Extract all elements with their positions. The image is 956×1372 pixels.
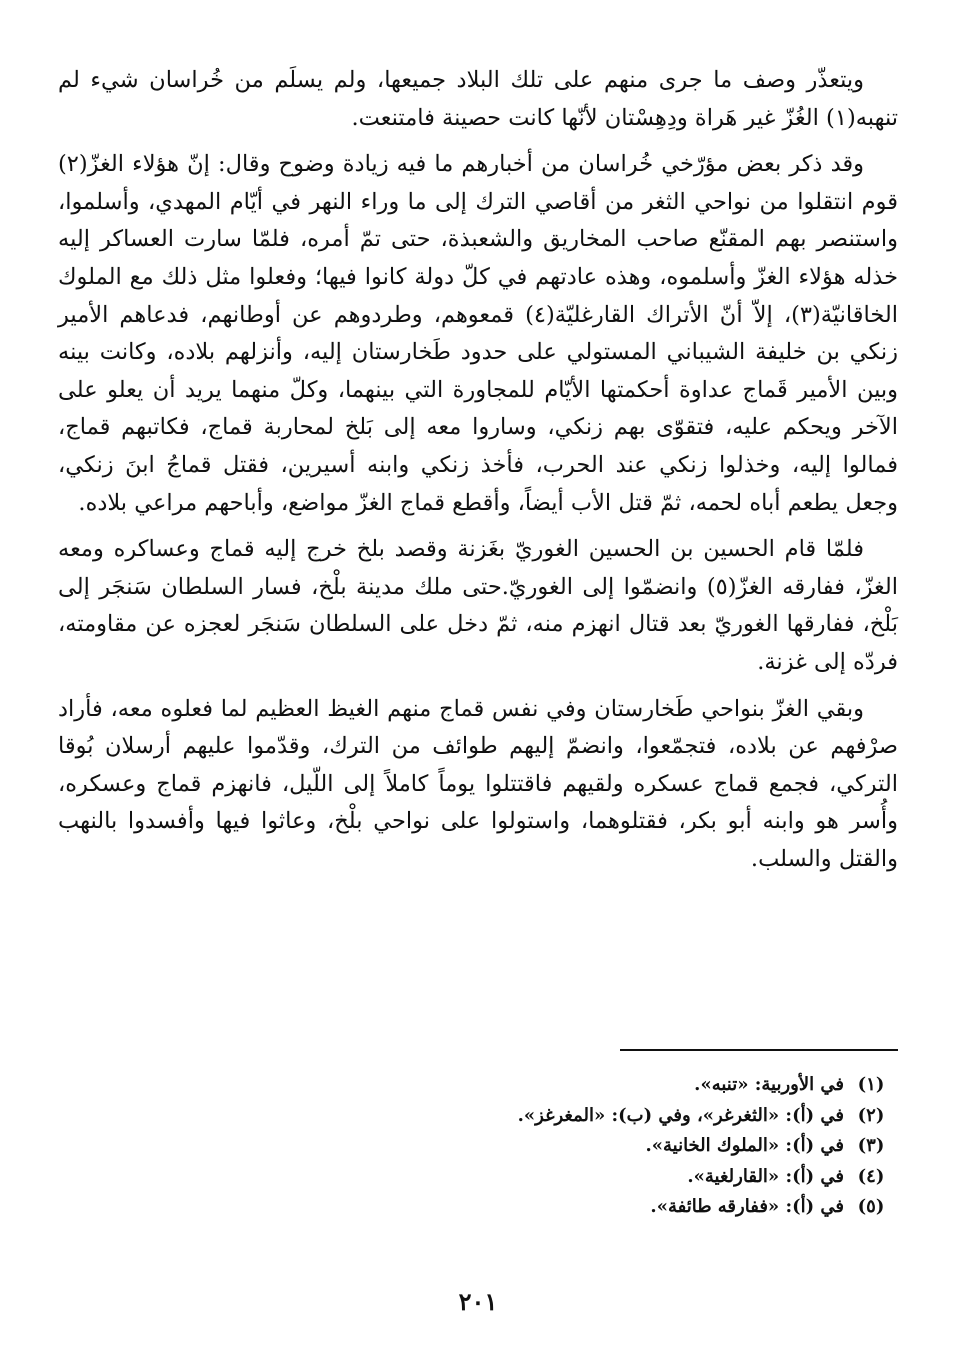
footnote-number: (٤) xyxy=(857,1165,885,1187)
footnote-item xyxy=(58,1101,898,1132)
footnote-number: (٣) xyxy=(857,1135,885,1156)
footnote-item xyxy=(58,1162,898,1193)
footnote-divider xyxy=(620,1049,898,1051)
paragraph-3: فلمّا قام الحسين بن الحسين الغوريّ بغَزنة وقصد بلخ خرج إليه قماج وعساكره ومعه الغزّ، ففارقه الغزّ(٥) وانضمّوا إلى الغوريّ.حتى ملك مدينة بلْخ، فسار السلطان سَنجَر إلى بَلْخ، ففارقها الغوريّ بعد قتال انهزم منه، ثمّ دخل على السلطان سَنجَر لعجزه عن مقاومته، فردّه إلى غزنة. xyxy=(58,536,898,675)
footnote-text: في الأوربية: «تنبه». xyxy=(694,1074,844,1095)
page-body xyxy=(58,62,898,887)
paragraph-2: وقد ذكر بعض مؤرّخي خُراسان من أخبارهم ما فيه زيادة وضوح وقال: إنّ هؤلاء الغزّ(٢) قوم انتقلوا من نواحي الثغر من أقاصي الترك إلى ما وراء النهر في أيّام المهدي، وأسلموا، واستنصر بهم المقنّع صاحب المخاريق والشعبذة، حتى تمّ أمره، فلمّا سارت العساكر إليه خذله هؤلاء الغزّ وأسلموه، وهذه عادتهم في كلّ دولة كانوا فيها؛ وفعلوا مثل ذلك مع الملوك الخاقانيّة(٣)، إلاّ أنّ الأتراك القارغليّة(٤) قمعوهم، وطردوهم عن أوطانهم، فدعاهم الأمير زنكي بن خليفة الشيباني المستولي على حدود طَخارستان إليه، وأنزلهم بلاده، وكانت بينه وبين الأمير قَماج عداوة أحكمتها الأيّام للمجاورة التي بينهما، وكلّ منهما يريد أن يعلو على الآخر ويحكم عليه، فتقوّى بهم زنكي، وساروا معه إلى بَلخ لمحاربة قماج، فكاتبهم قماج، فمالوا إليه، وخذلوا زنكي عند الحرب، فأخذ زنكي وابنه أسيرين، فقتل قماجُ ابنَ زنكي، وجعل يطعم أباه لحمه، ثمّ قتل الأب أيضاً، وأقطع قماج الغزّ مواضع، وأباحهم مراعي بلاده. xyxy=(58,151,898,516)
footnote-number: (٢) xyxy=(857,1104,885,1126)
page-number: ٢٠١ xyxy=(458,1287,498,1316)
paragraph-1: ويتعذّر وصف ما جرى منهم على تلك البلاد جميعها، ولم يسلَم من خُراسان شيء لم تنهبه(١) الغُزّ غير هَراة ودِهِسْتان لأنّها كانت حصينة فامتنعت. xyxy=(58,67,898,131)
footnote-text: في (أ): «القارلغية». xyxy=(687,1165,844,1187)
footnote-item xyxy=(58,1131,898,1162)
footnote-text: في (أ): «ففارقه طائفة». xyxy=(650,1196,844,1217)
footnote-item xyxy=(58,1192,898,1223)
paragraph-4: وبقي الغزّ بنواحي طَخارستان وفي نفس قماج منهم الغيظ العظيم لما فعلوه معه، فأراد صرْفهم عن بلاده، فتجمّعوا، وانضمّ إليهم طوائف من الترك، وقدّموا عليهم أرسلان بُوقا التركي، فجمع قماج عسكره ولقيهم فاقتتلوا يوماً كاملاً إلى اللّيل، فانهزم قماج وعسكره، وأُسر هو وابنه أبو بكر، فقتلوهما، واستولوا على نواحي بلْخ، وعاثوا فيها وأفسدوا بالنهب والقتل والسلب. xyxy=(58,695,898,872)
footnote-text: في (أ): «الملوك الخانية». xyxy=(645,1135,844,1156)
footnote-number: (١) xyxy=(857,1074,885,1095)
footnotes-list xyxy=(58,1070,898,1223)
footnote-text: في (أ): «الثغرغر»، وفي (ب): «المغرغز». xyxy=(517,1104,844,1126)
footnote-item xyxy=(58,1070,898,1101)
footnote-number: (٥) xyxy=(857,1196,885,1217)
